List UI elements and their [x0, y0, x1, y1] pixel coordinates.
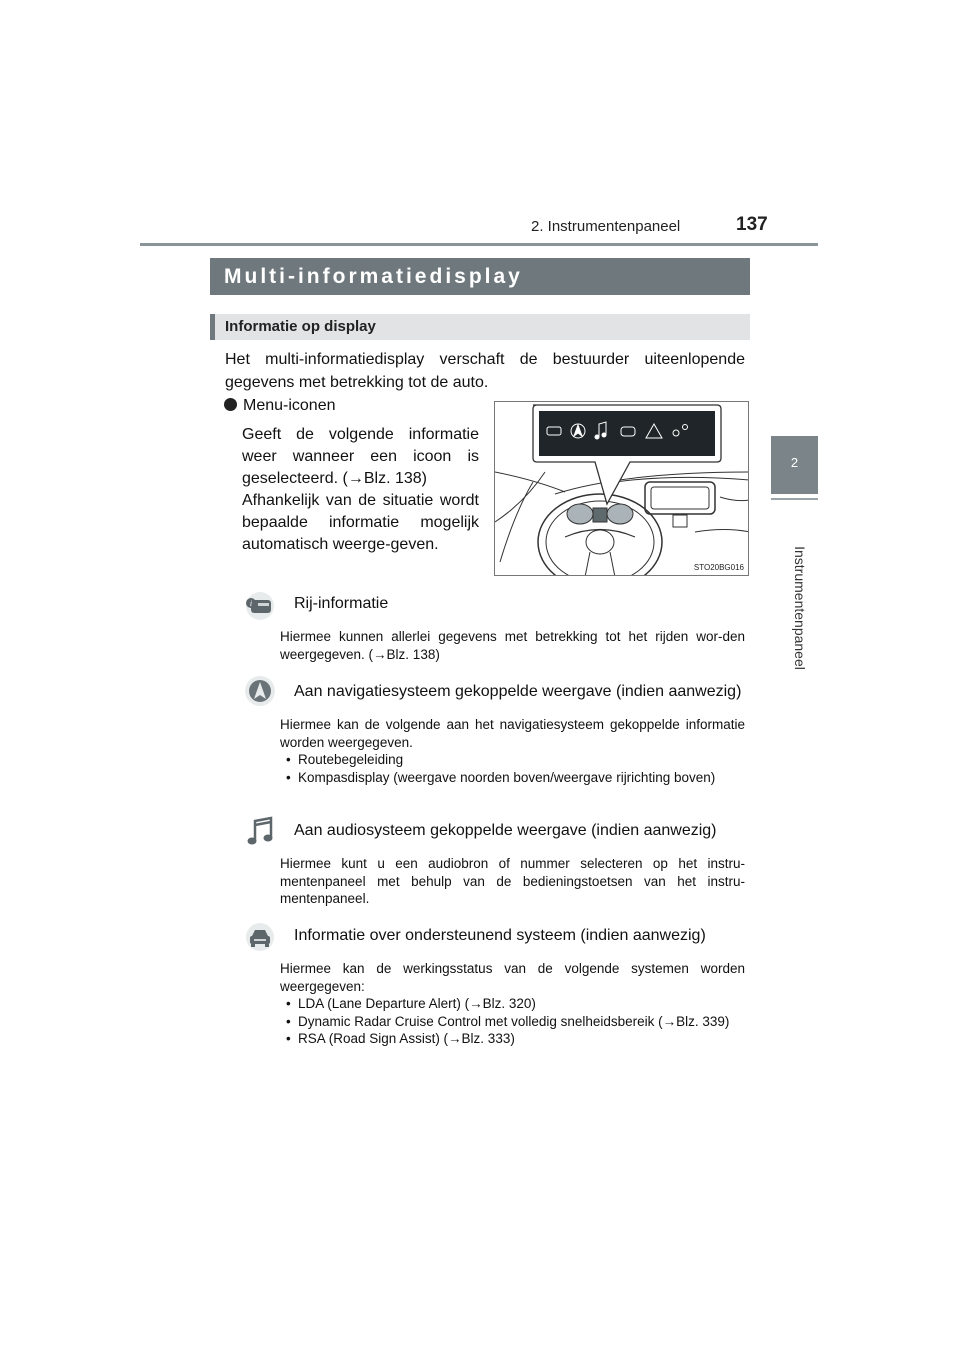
menu-desc-2: Afhankelijk van de situatie wordt bepaalde informatie mogelijk automatisch weerge-geven.: [242, 492, 479, 553]
list-item: • Routebegeleiding: [286, 752, 404, 767]
header-rule: [140, 243, 818, 246]
illustration-code: STO20BG016: [693, 563, 744, 572]
item-desc-text: Hiermee kan de werkingsstatus van de volgende systemen worden weergegeven:: [280, 961, 745, 994]
list-item: • LDA (Lane Departure Alert) (→Blz. 320): [286, 996, 536, 1011]
item-desc-navigation: [280, 716, 745, 786]
navigation-icon: [244, 675, 274, 705]
section-title: Multi-informatiedisplay: [210, 258, 750, 295]
chapter-tab: 2: [771, 436, 818, 494]
menu-desc-1: Geeft de volgende informatie weer wanneer een icoon is geselecteerd. (→Blz. 138): [242, 426, 479, 487]
list-item: • Kompasdisplay (weergave noorden boven/weergave rijrichting boven): [286, 769, 716, 785]
menu-icons-heading: Menu-iconen: [243, 397, 336, 414]
item-desc-drive-info: [280, 628, 745, 663]
intro-paragraph: Het multi-informatiedisplay verschaft de bestuurder uiteenlopende gegevens met betrekking tot de auto.: [225, 351, 745, 391]
dashboard-illustration: [494, 401, 749, 576]
item-title-assist: Informatie over ondersteunend systeem (indien aanwezig): [294, 927, 706, 944]
menu-icons-description: [242, 424, 479, 556]
item-desc-text: Hiermee kunt u een audiobron of nummer selecteren op het instru-mentenpaneel met behulp van de bedieningstoetsen van het instru-mentenpaneel.: [280, 856, 745, 906]
item-desc-audio: [280, 855, 745, 908]
chapter-tab-label: Instrumentenpaneel: [792, 546, 808, 670]
item-title-navigation: Aan navigatiesysteem gekoppelde weergave (indien aanwezig): [294, 683, 742, 700]
list-item: • Dynamic Radar Cruise Control met volledig snelheidsbereik (→Blz. 339): [286, 1013, 730, 1029]
menu-icons-bullet: [224, 397, 336, 415]
list-item: • RSA (Road Sign Assist) (→Blz. 333): [286, 1031, 515, 1046]
svg-text:i: i: [249, 599, 253, 608]
music-note-icon: [246, 815, 276, 845]
page-number: 137: [736, 214, 768, 235]
dashboard-drawing: [495, 402, 749, 576]
assist-car-icon: [244, 922, 274, 952]
subsection-title: Informatie op display: [210, 314, 750, 340]
item-desc-assist: [280, 960, 745, 1048]
item-desc-text: Hiermee kunnen allerlei gegevens met betrekking tot het rijden wor-den weergegeven. (→Blz. 138): [280, 629, 745, 662]
item-title-drive-info: Rij-informatie: [294, 595, 389, 612]
running-header-section: 2. Instrumentenpaneel: [531, 218, 681, 235]
item-title-audio: Aan audiosysteem gekoppelde weergave (indien aanwezig): [294, 822, 717, 839]
item-desc-text: Hiermee kan de volgende aan het navigatiesysteem gekoppelde informatie worden weergegeven.: [280, 717, 745, 750]
drive-info-icon: [244, 591, 274, 621]
bullet-dot-icon: [224, 398, 237, 411]
chapter-tab-rule: [771, 498, 818, 500]
